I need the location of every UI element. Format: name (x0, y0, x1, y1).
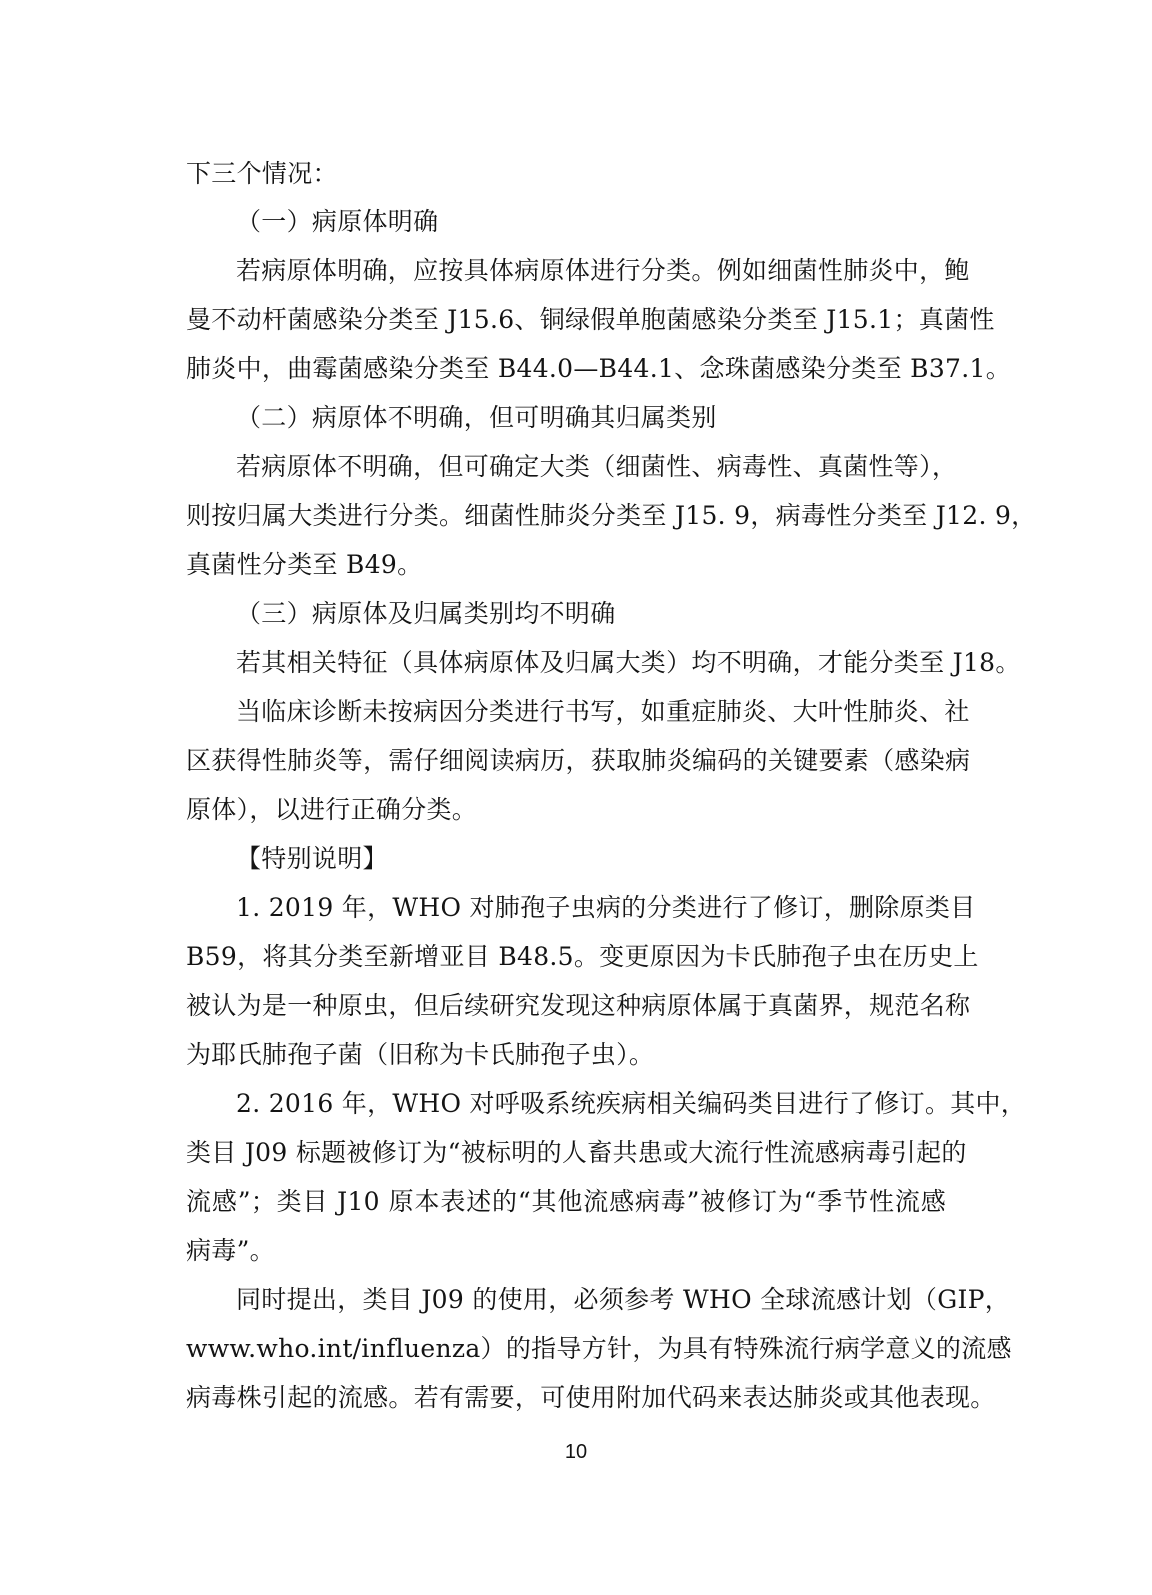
text-line: 同时提出，类目 J09 的使用，必须参考 WHO 全球流感计划（GIP， (236, 1285, 1011, 1314)
text-line: 则按归属大类进行分类。细菌性肺炎分类至 J15. 9，病毒性分类至 J12. 9， (186, 501, 1037, 530)
section-heading-2: （二）病原体不明确，但可明确其归属类别 (236, 403, 717, 432)
text-line: 若病原体明确，应按具体病原体进行分类。例如细菌性肺炎中，鲍 (236, 256, 970, 285)
text-line: 病毒株引起的流感。若有需要，可使用附加代码来表达肺炎或其他表现。 (186, 1383, 996, 1412)
text-line: 2. 2016 年，WHO 对呼吸系统疾病相关编码类目进行了修订。其中， (236, 1089, 1027, 1118)
text-line: 肺炎中，曲霉菌感染分类至 B44.0—B44.1、念珠菌感染分类至 B37.1。 (186, 354, 1012, 383)
text-line: 1. 2019 年，WHO 对肺孢子虫病的分类进行了修订，删除原类目 (236, 893, 976, 922)
text-line: 病毒”。 (186, 1236, 275, 1265)
text-line: www.who.int/influenza）的指导方针，为具有特殊流行病学意义的流感 (186, 1334, 1012, 1363)
text-line: B59，将其分类至新增亚目 B48.5。变更原因为卡氏肺孢子虫在历史上 (186, 942, 979, 971)
special-note-heading: 【特别说明】 (236, 844, 388, 873)
text-line: 被认为是一种原虫，但后续研究发现这种病原体属于真菌界，规范名称 (186, 991, 971, 1020)
text-line: 曼不动杆菌感染分类至 J15.6、铜绿假单胞菌感染分类至 J15.1；真菌性 (186, 305, 995, 334)
section-heading-3: （三）病原体及归属类别均不明确 (236, 599, 616, 628)
text-line: 区获得性肺炎等，需仔细阅读病历，获取肺炎编码的关键要素（感染病 (186, 746, 971, 775)
text-line: 若病原体不明确，但可确定大类（细菌性、病毒性、真菌性等）， (236, 452, 958, 481)
section-heading-1: （一）病原体明确 (236, 207, 439, 236)
text-line: 为耶氏肺孢子菌（旧称为卡氏肺孢子虫）。 (186, 1040, 655, 1069)
text-line: 当临床诊断未按病因分类进行书写，如重症肺炎、大叶性肺炎、社 (236, 697, 970, 726)
text-line: 流感”；类目 J10 原本表述的“其他流感病毒”被修订为“季节性流感 (186, 1187, 946, 1216)
text-line: 若其相关特征（具体病原体及归属大类）均不明确，才能分类至 J18。 (236, 648, 1021, 677)
text-line: 真菌性分类至 B49。 (186, 550, 423, 579)
page-number: 10 (564, 1441, 588, 1463)
text-line: 下三个情况： (186, 159, 338, 188)
text-line: 原体），以进行正确分类。 (186, 795, 478, 824)
text-line: 类目 J09 标题被修订为“被标明的人畜共患或大流行性流感病毒引起的 (186, 1138, 967, 1167)
